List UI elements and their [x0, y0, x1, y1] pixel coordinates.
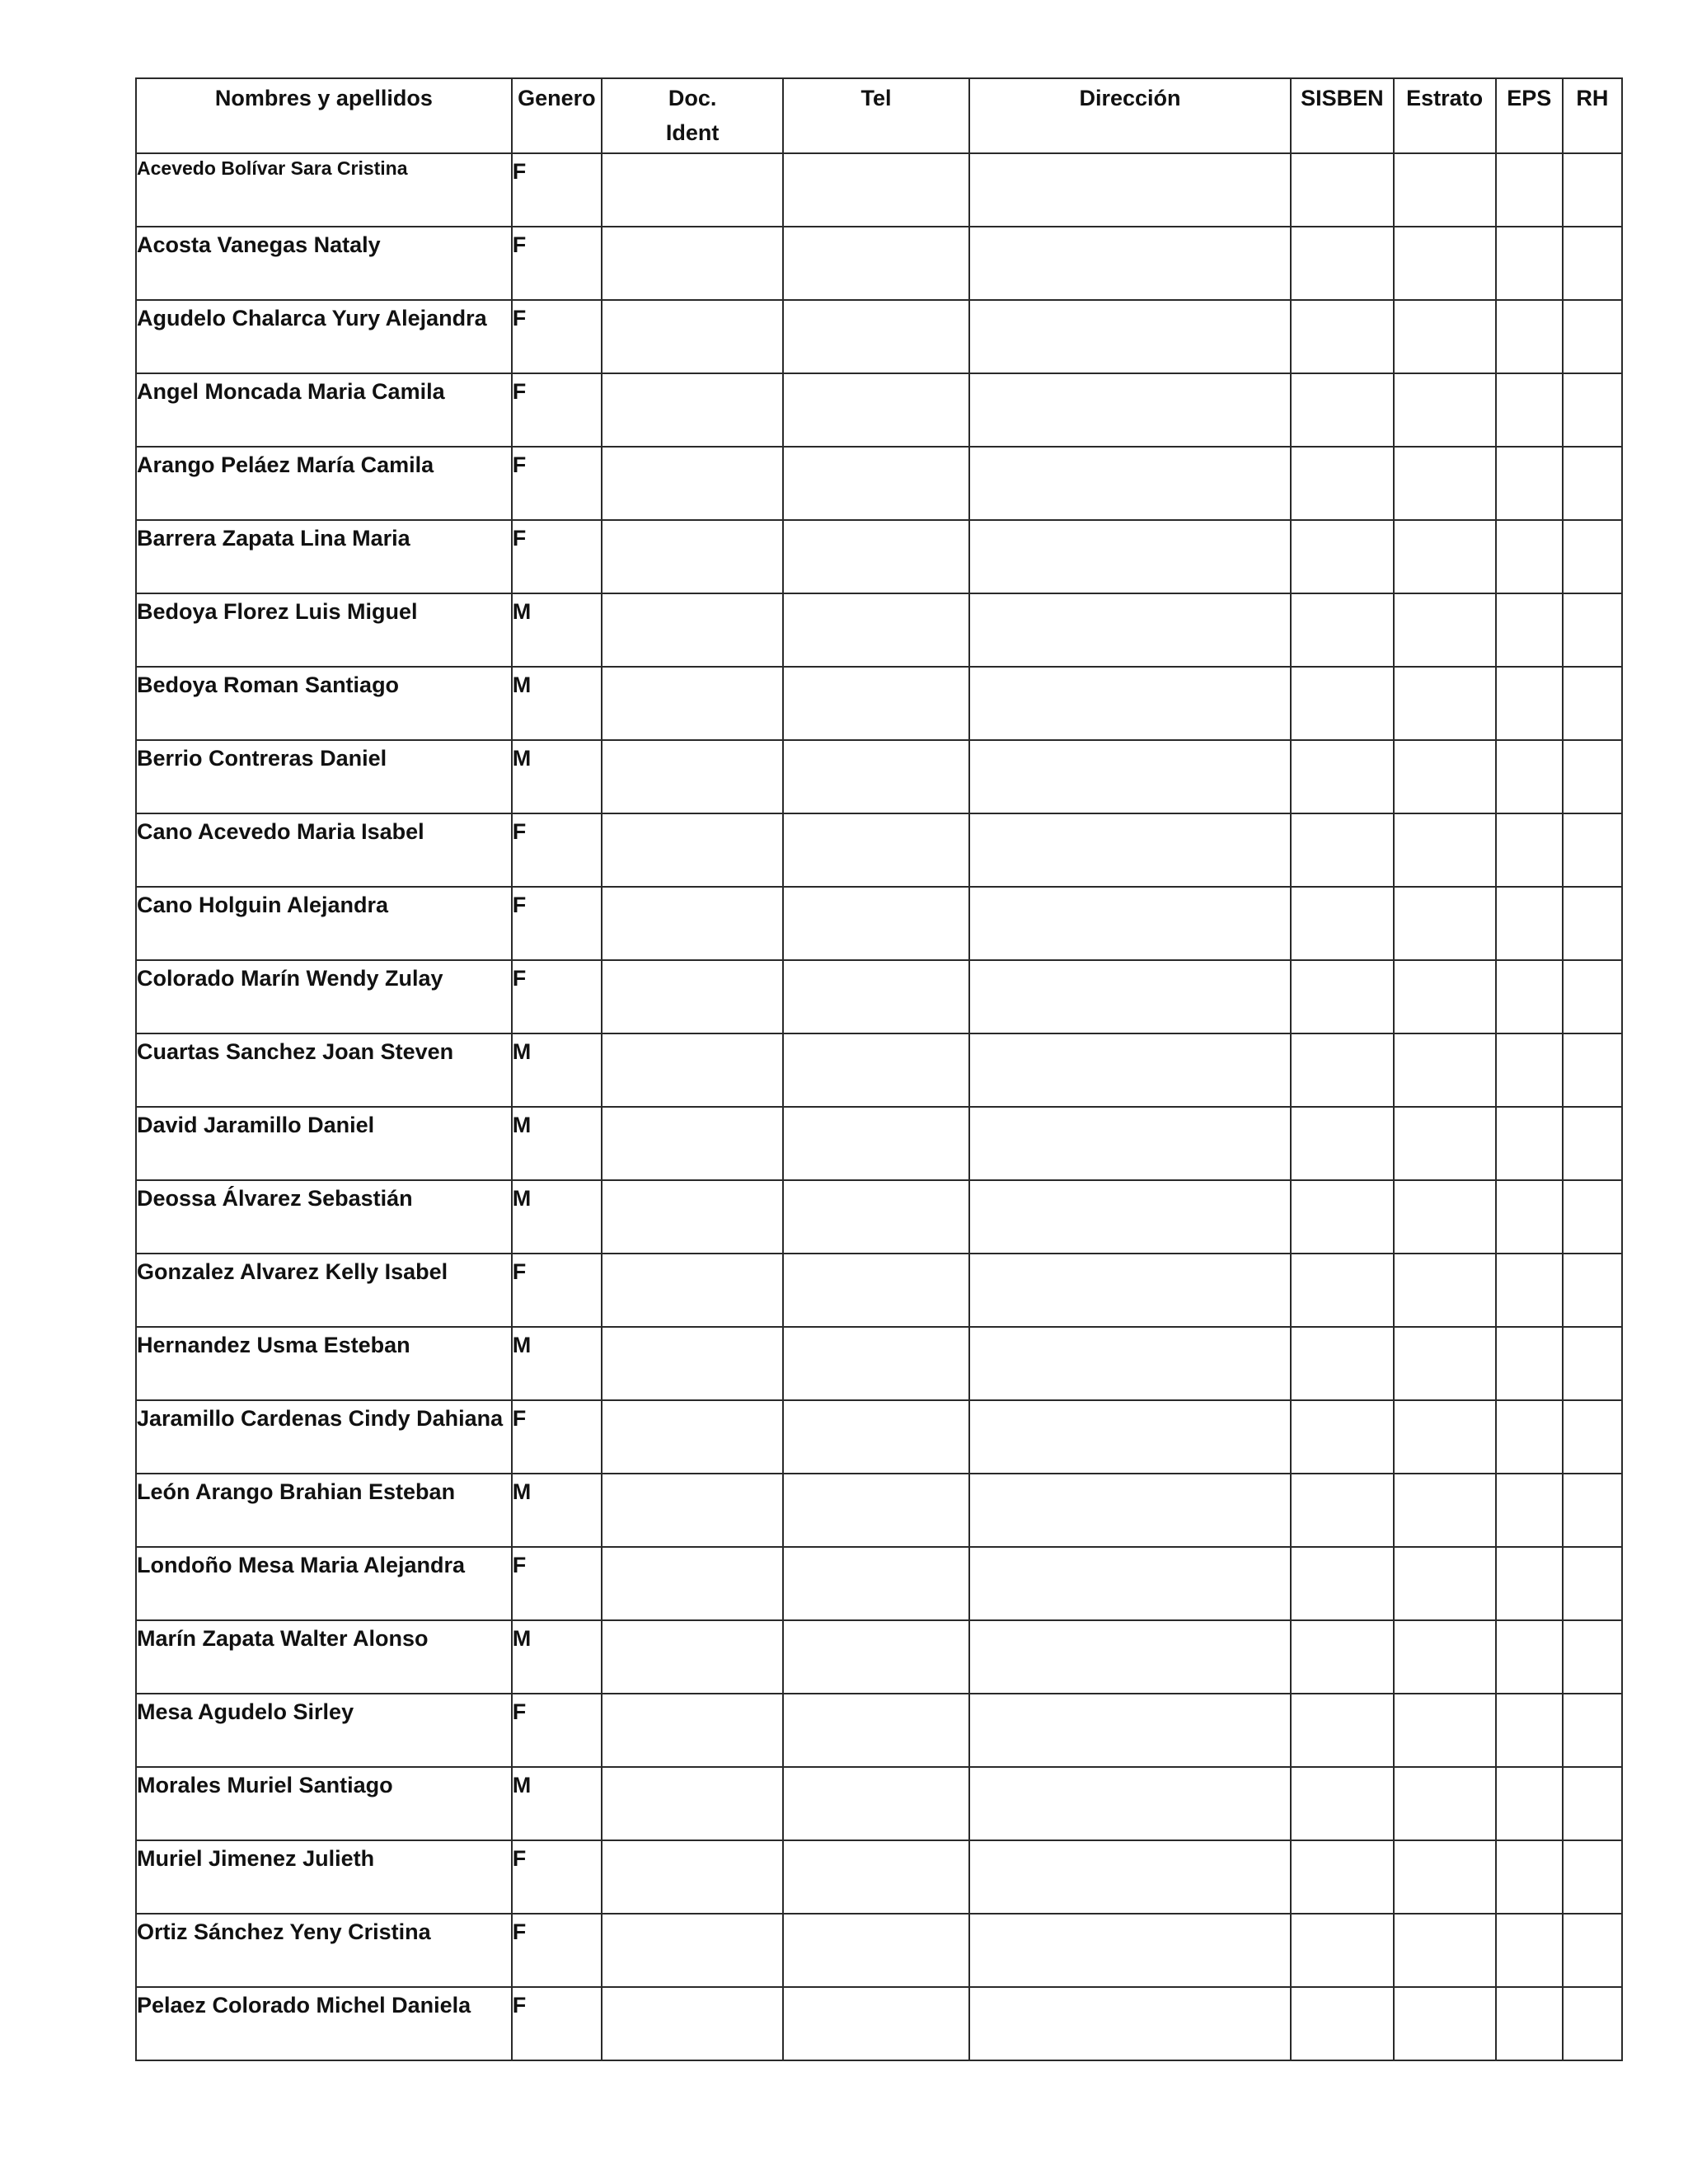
- cell-tel: [783, 813, 968, 887]
- student-name: Cano Acevedo Maria Isabel: [136, 813, 512, 887]
- cell-tel: [783, 1474, 968, 1547]
- cell-rh: [1563, 593, 1622, 667]
- cell-eps: [1496, 1254, 1563, 1327]
- student-name: Agudelo Chalarca Yury Alejandra: [136, 300, 512, 373]
- cell-address: [969, 1547, 1292, 1620]
- student-name: Arango Peláez María Camila: [136, 447, 512, 520]
- cell-address: [969, 667, 1292, 740]
- student-name: Angel Moncada Maria Camila: [136, 373, 512, 447]
- student-name: Londoño Mesa Maria Alejandra: [136, 1547, 512, 1620]
- table-row: [136, 227, 1622, 300]
- student-name: Colorado Marín Wendy Zulay: [136, 960, 512, 1033]
- cell-address: [969, 1180, 1292, 1254]
- cell-estrato: [1394, 1254, 1496, 1327]
- student-name: Hernandez Usma Esteban: [136, 1327, 512, 1400]
- cell-tel: [783, 373, 968, 447]
- student-name: Acevedo Bolívar Sara Cristina: [136, 153, 512, 227]
- cell-eps: [1496, 1400, 1563, 1474]
- cell-rh: [1563, 1107, 1622, 1180]
- cell-address: [969, 373, 1292, 447]
- cell-estrato: [1394, 667, 1496, 740]
- student-gender: M: [512, 593, 602, 667]
- header-rh: RH: [1563, 78, 1622, 153]
- cell-doc-ident: [602, 1400, 783, 1474]
- cell-rh: [1563, 1987, 1622, 2060]
- cell-address: [969, 593, 1292, 667]
- cell-sisben: [1291, 153, 1393, 227]
- cell-eps: [1496, 1107, 1563, 1180]
- header-eps: EPS: [1496, 78, 1563, 153]
- cell-eps: [1496, 520, 1563, 593]
- student-gender: F: [512, 813, 602, 887]
- cell-address: [969, 1327, 1292, 1400]
- table-row: [136, 1107, 1622, 1180]
- student-gender: M: [512, 1107, 602, 1180]
- cell-doc-ident: [602, 1914, 783, 1987]
- student-name: Jaramillo Cardenas Cindy Dahiana: [136, 1400, 512, 1474]
- cell-address: [969, 1033, 1292, 1107]
- cell-sisben: [1291, 740, 1393, 813]
- cell-eps: [1496, 373, 1563, 447]
- cell-doc-ident: [602, 520, 783, 593]
- student-gender: M: [512, 667, 602, 740]
- cell-estrato: [1394, 300, 1496, 373]
- cell-rh: [1563, 447, 1622, 520]
- cell-doc-ident: [602, 1694, 783, 1767]
- student-gender: M: [512, 1327, 602, 1400]
- student-gender: M: [512, 1620, 602, 1694]
- cell-tel: [783, 1107, 968, 1180]
- cell-rh: [1563, 153, 1622, 227]
- cell-rh: [1563, 373, 1622, 447]
- cell-address: [969, 887, 1292, 960]
- cell-eps: [1496, 593, 1563, 667]
- cell-tel: [783, 1180, 968, 1254]
- cell-rh: [1563, 813, 1622, 887]
- student-gender: M: [512, 1474, 602, 1547]
- cell-eps: [1496, 667, 1563, 740]
- header-name: Nombres y apellidos: [136, 78, 512, 153]
- cell-rh: [1563, 667, 1622, 740]
- cell-sisben: [1291, 1694, 1393, 1767]
- student-gender: F: [512, 227, 602, 300]
- student-gender: M: [512, 1033, 602, 1107]
- cell-sisben: [1291, 1474, 1393, 1547]
- table-row: [136, 813, 1622, 887]
- student-gender: F: [512, 1547, 602, 1620]
- cell-address: [969, 1987, 1292, 2060]
- cell-address: [969, 520, 1292, 593]
- student-gender: F: [512, 960, 602, 1033]
- cell-sisben: [1291, 520, 1393, 593]
- cell-address: [969, 153, 1292, 227]
- cell-tel: [783, 1327, 968, 1400]
- cell-sisben: [1291, 1033, 1393, 1107]
- cell-doc-ident: [602, 1327, 783, 1400]
- cell-eps: [1496, 1547, 1563, 1620]
- student-name: Bedoya Florez Luis Miguel: [136, 593, 512, 667]
- cell-doc-ident: [602, 1107, 783, 1180]
- table-row: [136, 1474, 1622, 1547]
- header-address: Dirección: [969, 78, 1292, 153]
- student-gender: F: [512, 373, 602, 447]
- cell-address: [969, 1840, 1292, 1914]
- cell-rh: [1563, 1694, 1622, 1767]
- table-row: [136, 1400, 1622, 1474]
- cell-doc-ident: [602, 1767, 783, 1840]
- cell-sisben: [1291, 1987, 1393, 2060]
- cell-tel: [783, 740, 968, 813]
- table-row: [136, 1180, 1622, 1254]
- cell-estrato: [1394, 227, 1496, 300]
- cell-doc-ident: [602, 373, 783, 447]
- cell-address: [969, 1474, 1292, 1547]
- student-name: Ortiz Sánchez Yeny Cristina: [136, 1914, 512, 1987]
- cell-doc-ident: [602, 1987, 783, 2060]
- cell-tel: [783, 1254, 968, 1327]
- student-gender: F: [512, 1254, 602, 1327]
- cell-doc-ident: [602, 960, 783, 1033]
- cell-eps: [1496, 740, 1563, 813]
- cell-doc-ident: [602, 593, 783, 667]
- header-tel: Tel: [783, 78, 968, 153]
- cell-sisben: [1291, 1620, 1393, 1694]
- cell-tel: [783, 300, 968, 373]
- cell-doc-ident: [602, 1254, 783, 1327]
- cell-eps: [1496, 300, 1563, 373]
- cell-sisben: [1291, 667, 1393, 740]
- cell-tel: [783, 520, 968, 593]
- cell-estrato: [1394, 520, 1496, 593]
- student-gender: M: [512, 740, 602, 813]
- header-sisben: SISBEN: [1291, 78, 1393, 153]
- cell-eps: [1496, 1987, 1563, 2060]
- roster-body: [136, 153, 1622, 2060]
- header-estrato: Estrato: [1394, 78, 1496, 153]
- cell-estrato: [1394, 1767, 1496, 1840]
- cell-tel: [783, 447, 968, 520]
- cell-rh: [1563, 960, 1622, 1033]
- table-row: [136, 1327, 1622, 1400]
- cell-doc-ident: [602, 300, 783, 373]
- cell-estrato: [1394, 1987, 1496, 2060]
- cell-sisben: [1291, 1840, 1393, 1914]
- cell-tel: [783, 960, 968, 1033]
- cell-eps: [1496, 153, 1563, 227]
- table-row: [136, 447, 1622, 520]
- cell-eps: [1496, 887, 1563, 960]
- cell-doc-ident: [602, 813, 783, 887]
- table-row: [136, 1547, 1622, 1620]
- cell-address: [969, 227, 1292, 300]
- cell-rh: [1563, 1474, 1622, 1547]
- cell-rh: [1563, 520, 1622, 593]
- student-roster-table: [135, 77, 1623, 2061]
- cell-doc-ident: [602, 667, 783, 740]
- student-gender: F: [512, 887, 602, 960]
- cell-address: [969, 813, 1292, 887]
- cell-tel: [783, 1767, 968, 1840]
- cell-estrato: [1394, 373, 1496, 447]
- cell-eps: [1496, 1327, 1563, 1400]
- student-name: Acosta Vanegas Nataly: [136, 227, 512, 300]
- cell-doc-ident: [602, 740, 783, 813]
- table-row: [136, 593, 1622, 667]
- table-row: [136, 887, 1622, 960]
- table-row: [136, 1914, 1622, 1987]
- student-name: Mesa Agudelo Sirley: [136, 1694, 512, 1767]
- cell-tel: [783, 1840, 968, 1914]
- cell-doc-ident: [602, 227, 783, 300]
- student-gender: M: [512, 1180, 602, 1254]
- cell-address: [969, 1694, 1292, 1767]
- cell-address: [969, 1107, 1292, 1180]
- header-gender: Genero: [512, 78, 602, 153]
- cell-eps: [1496, 1767, 1563, 1840]
- cell-eps: [1496, 1694, 1563, 1767]
- cell-rh: [1563, 227, 1622, 300]
- cell-doc-ident: [602, 887, 783, 960]
- cell-eps: [1496, 227, 1563, 300]
- table-row: [136, 300, 1622, 373]
- cell-tel: [783, 1694, 968, 1767]
- cell-doc-ident: [602, 1180, 783, 1254]
- cell-tel: [783, 153, 968, 227]
- cell-tel: [783, 1987, 968, 2060]
- student-name: León Arango Brahian Esteban: [136, 1474, 512, 1547]
- cell-eps: [1496, 1033, 1563, 1107]
- cell-rh: [1563, 740, 1622, 813]
- cell-estrato: [1394, 153, 1496, 227]
- cell-estrato: [1394, 1107, 1496, 1180]
- cell-estrato: [1394, 1474, 1496, 1547]
- cell-doc-ident: [602, 1547, 783, 1620]
- cell-tel: [783, 227, 968, 300]
- cell-sisben: [1291, 1767, 1393, 1840]
- cell-tel: [783, 1914, 968, 1987]
- cell-tel: [783, 1033, 968, 1107]
- cell-address: [969, 1400, 1292, 1474]
- cell-estrato: [1394, 813, 1496, 887]
- table-row: [136, 1767, 1622, 1840]
- cell-sisben: [1291, 373, 1393, 447]
- cell-rh: [1563, 1327, 1622, 1400]
- cell-address: [969, 300, 1292, 373]
- cell-address: [969, 960, 1292, 1033]
- cell-estrato: [1394, 1400, 1496, 1474]
- cell-address: [969, 740, 1292, 813]
- table-row: [136, 960, 1622, 1033]
- student-name: Marín Zapata Walter Alonso: [136, 1620, 512, 1694]
- cell-estrato: [1394, 960, 1496, 1033]
- cell-sisben: [1291, 813, 1393, 887]
- cell-rh: [1563, 1840, 1622, 1914]
- student-gender: F: [512, 300, 602, 373]
- cell-estrato: [1394, 740, 1496, 813]
- cell-eps: [1496, 960, 1563, 1033]
- cell-rh: [1563, 887, 1622, 960]
- cell-estrato: [1394, 447, 1496, 520]
- student-gender: F: [512, 1987, 602, 2060]
- student-name: Bedoya Roman Santiago: [136, 667, 512, 740]
- cell-rh: [1563, 1254, 1622, 1327]
- student-gender: F: [512, 1400, 602, 1474]
- cell-rh: [1563, 1914, 1622, 1987]
- cell-estrato: [1394, 887, 1496, 960]
- cell-sisben: [1291, 227, 1393, 300]
- table-row: [136, 1254, 1622, 1327]
- cell-estrato: [1394, 1327, 1496, 1400]
- cell-doc-ident: [602, 153, 783, 227]
- cell-eps: [1496, 1474, 1563, 1547]
- student-name: Berrio Contreras Daniel: [136, 740, 512, 813]
- cell-estrato: [1394, 1914, 1496, 1987]
- cell-eps: [1496, 1840, 1563, 1914]
- cell-sisben: [1291, 1914, 1393, 1987]
- table-row: [136, 153, 1622, 227]
- cell-doc-ident: [602, 1033, 783, 1107]
- student-name: Cano Holguin Alejandra: [136, 887, 512, 960]
- cell-address: [969, 1254, 1292, 1327]
- cell-eps: [1496, 1180, 1563, 1254]
- student-gender: M: [512, 1767, 602, 1840]
- cell-rh: [1563, 1767, 1622, 1840]
- cell-sisben: [1291, 1327, 1393, 1400]
- cell-tel: [783, 667, 968, 740]
- table-row: [136, 1033, 1622, 1107]
- header-doc-ident: [602, 78, 783, 153]
- cell-sisben: [1291, 447, 1393, 520]
- header-row: [136, 78, 1622, 153]
- cell-eps: [1496, 447, 1563, 520]
- student-name: Cuartas Sanchez Joan Steven: [136, 1033, 512, 1107]
- cell-estrato: [1394, 593, 1496, 667]
- cell-sisben: [1291, 300, 1393, 373]
- cell-estrato: [1394, 1180, 1496, 1254]
- cell-rh: [1563, 1180, 1622, 1254]
- cell-rh: [1563, 1033, 1622, 1107]
- cell-eps: [1496, 813, 1563, 887]
- table-row: [136, 373, 1622, 447]
- cell-eps: [1496, 1620, 1563, 1694]
- cell-rh: [1563, 1400, 1622, 1474]
- cell-sisben: [1291, 960, 1393, 1033]
- table-row: [136, 520, 1622, 593]
- cell-rh: [1563, 300, 1622, 373]
- cell-sisben: [1291, 1254, 1393, 1327]
- table-row: [136, 1987, 1622, 2060]
- cell-address: [969, 447, 1292, 520]
- table-row: [136, 667, 1622, 740]
- table-row: [136, 740, 1622, 813]
- student-gender: F: [512, 447, 602, 520]
- cell-tel: [783, 1620, 968, 1694]
- header-doc-line2: Ident: [665, 120, 720, 145]
- student-name: Muriel Jimenez Julieth: [136, 1840, 512, 1914]
- cell-sisben: [1291, 1180, 1393, 1254]
- cell-doc-ident: [602, 1474, 783, 1547]
- cell-eps: [1496, 1914, 1563, 1987]
- student-gender: F: [512, 1840, 602, 1914]
- cell-estrato: [1394, 1547, 1496, 1620]
- student-name: Barrera Zapata Lina Maria: [136, 520, 512, 593]
- cell-sisben: [1291, 593, 1393, 667]
- table-row: [136, 1840, 1622, 1914]
- cell-doc-ident: [602, 1620, 783, 1694]
- cell-address: [969, 1767, 1292, 1840]
- student-name: David Jaramillo Daniel: [136, 1107, 512, 1180]
- student-name: Pelaez Colorado Michel Daniela: [136, 1987, 512, 2060]
- cell-sisben: [1291, 887, 1393, 960]
- cell-estrato: [1394, 1033, 1496, 1107]
- cell-address: [969, 1620, 1292, 1694]
- cell-rh: [1563, 1547, 1622, 1620]
- cell-sisben: [1291, 1400, 1393, 1474]
- student-gender: F: [512, 1914, 602, 1987]
- cell-estrato: [1394, 1694, 1496, 1767]
- cell-address: [969, 1914, 1292, 1987]
- student-name: Deossa Álvarez Sebastián: [136, 1180, 512, 1254]
- cell-tel: [783, 887, 968, 960]
- cell-tel: [783, 1547, 968, 1620]
- student-name: Gonzalez Alvarez Kelly Isabel: [136, 1254, 512, 1327]
- cell-doc-ident: [602, 447, 783, 520]
- cell-rh: [1563, 1620, 1622, 1694]
- header-doc-line1: Doc.: [668, 86, 717, 110]
- student-gender: F: [512, 1694, 602, 1767]
- cell-estrato: [1394, 1840, 1496, 1914]
- cell-tel: [783, 1400, 968, 1474]
- student-gender: F: [512, 153, 602, 227]
- roster-sheet: [135, 77, 1623, 2061]
- cell-sisben: [1291, 1107, 1393, 1180]
- cell-tel: [783, 593, 968, 667]
- table-row: [136, 1620, 1622, 1694]
- cell-estrato: [1394, 1620, 1496, 1694]
- student-name: Morales Muriel Santiago: [136, 1767, 512, 1840]
- student-gender: F: [512, 520, 602, 593]
- cell-sisben: [1291, 1547, 1393, 1620]
- table-row: [136, 1694, 1622, 1767]
- cell-doc-ident: [602, 1840, 783, 1914]
